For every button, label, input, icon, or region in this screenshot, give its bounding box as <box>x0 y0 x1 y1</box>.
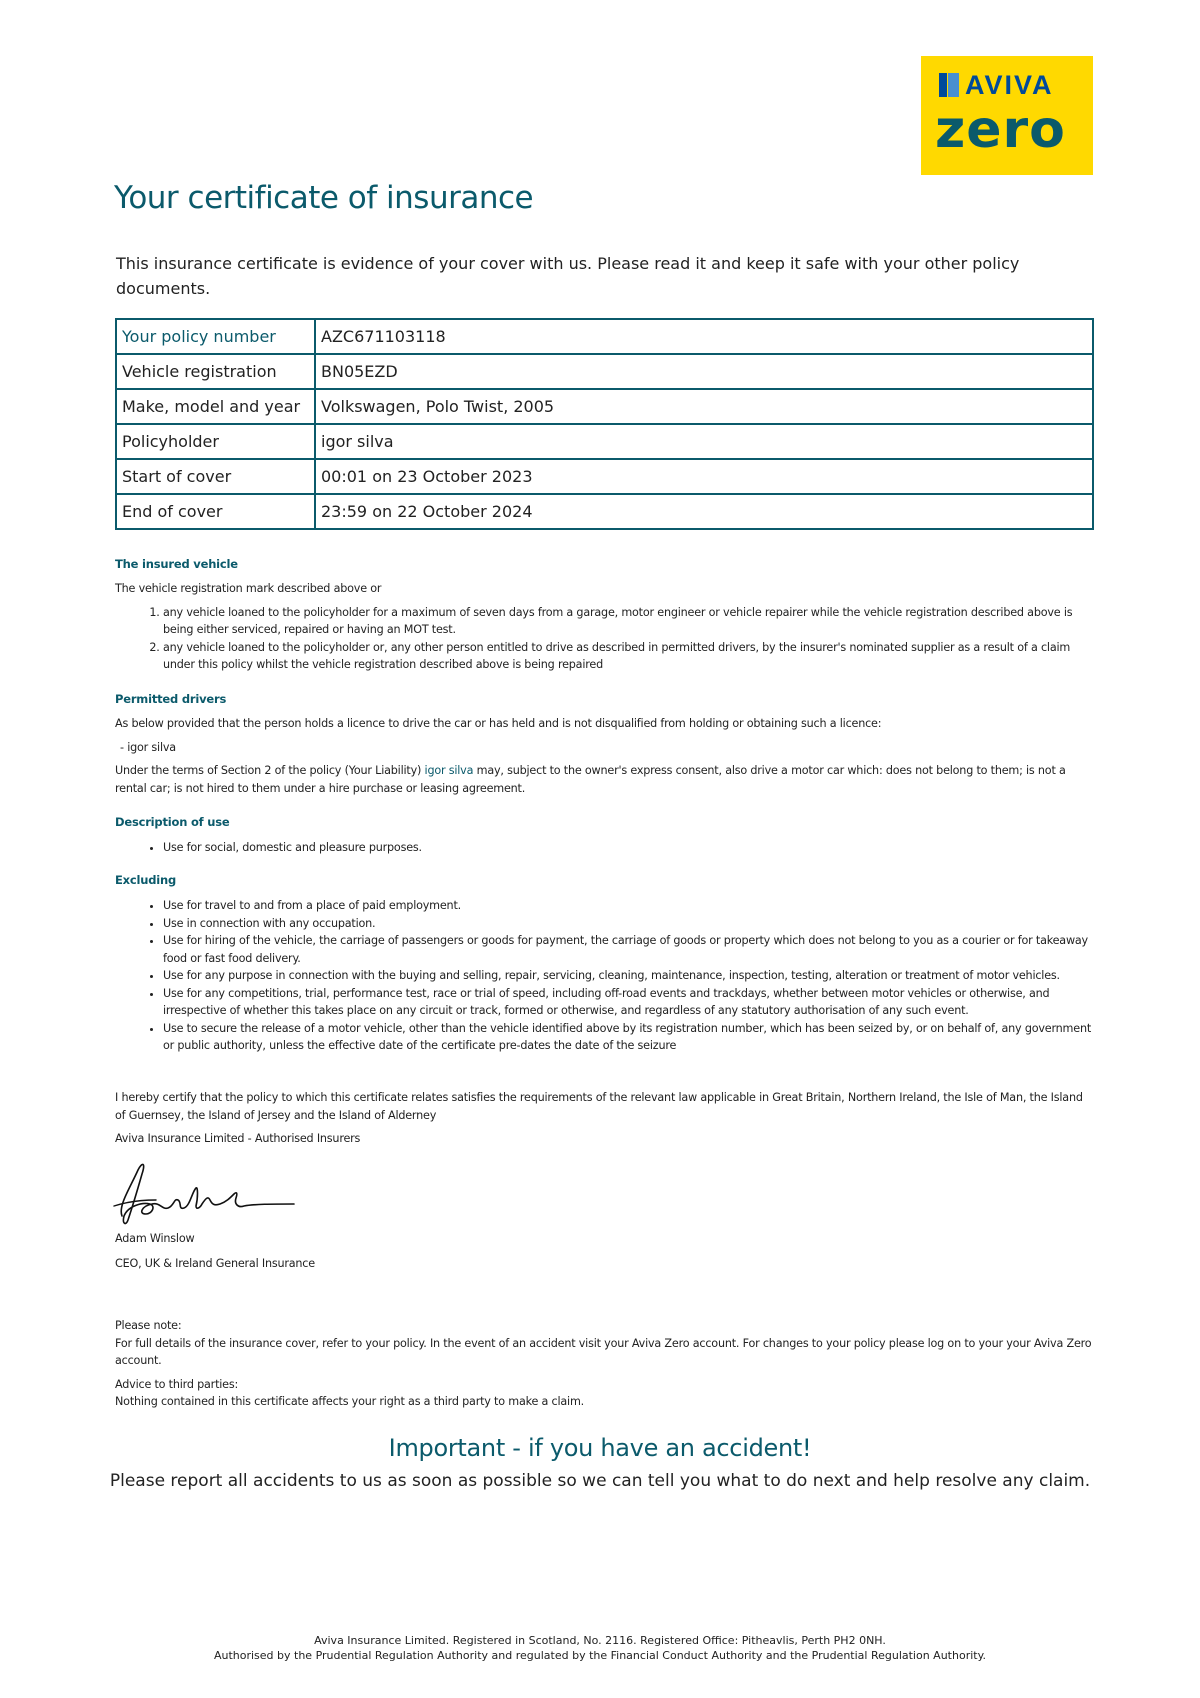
terms-text-before: Under the terms of Section 2 of the policy (Your Liability) <box>115 764 425 777</box>
signatory-section <box>115 1230 1095 1272</box>
vehicle-registration-label: Vehicle registration <box>116 354 315 389</box>
important-heading: Important - if you have an accident! <box>388 1434 812 1462</box>
aviva-wordmark: AVIVA <box>965 69 1054 100</box>
make-model-label: Make, model and year <box>116 389 315 424</box>
zero-wordmark <box>935 100 1066 160</box>
permitted-drivers-intro: As below provided that the person holds a licence to drive the car or has held and is not disqualified from holding or obtaining such a licence: <box>115 717 882 730</box>
table-row <box>116 389 1093 424</box>
start-of-cover-value: 00:01 on 23 October 2023 <box>315 459 1093 494</box>
table-row <box>116 319 1093 354</box>
permitted-drivers-section <box>115 715 1095 797</box>
policyholder-value: igor silva <box>315 424 1093 459</box>
signature-image <box>112 1158 302 1228</box>
start-of-cover-label: Start of cover <box>116 459 315 494</box>
page-title: Your certificate of insurance <box>114 180 534 216</box>
permitted-drivers-terms <box>115 762 1095 797</box>
list-item: • Use for social, domestic and pleasure purposes. <box>163 839 1095 857</box>
terms-driver-highlight: igor silva <box>424 764 474 777</box>
description-of-use-list <box>115 839 1095 857</box>
vehicle-registration-value: BN05EZD <box>315 354 1093 389</box>
please-note-heading: Please note: <box>115 1319 182 1332</box>
certification-section <box>115 1089 1095 1148</box>
aviva-zero-logo <box>921 56 1093 175</box>
list-item: • Use for hiring of the vehicle, the carriage of passengers or goods for payment, the carriage of goods or property which does not belong to you as a courier or for takeaway food or fast food delivery. <box>163 932 1095 967</box>
certification-text: I hereby certify that the policy to which this certificate relates satisfies the requirements of the relevant law applicable in Great Britain, Northern Ireland, the Isle of Man, the Island of Guernsey, the Island of Jersey and the Island of Alderney <box>115 1091 1083 1122</box>
please-note-text: For full details of the insurance cover, refer to your policy. In the event of an accident visit your Aviva Zero account. For changes to your policy please log on to your your Aviva Zero account. <box>115 1336 1092 1367</box>
list-item: • Use for travel to and from a place of paid employment. <box>163 897 1095 915</box>
policy-number-value: AZC671103118 <box>315 319 1093 354</box>
list-item: • Use for any purpose in connection with the buying and selling, repair, servicing, cleaning, maintenance, inspection, testing, alteration or treatment of motor vehicles. <box>163 967 1095 985</box>
signatory-name: Adam Winslow <box>115 1232 195 1245</box>
end-of-cover-value: 23:59 on 22 October 2024 <box>315 494 1093 529</box>
policy-details-table <box>115 318 1094 530</box>
insured-vehicle-intro: The vehicle registration mark described above or <box>115 582 382 595</box>
insurer-text: Aviva Insurance Limited - Authorised Insurers <box>115 1132 361 1145</box>
footer <box>0 1633 1200 1663</box>
list-item: • Use in connection with any occupation. <box>163 915 1095 933</box>
table-row <box>116 424 1093 459</box>
excluding-heading: Excluding <box>115 873 177 887</box>
table-row <box>116 459 1093 494</box>
zero-text: zero <box>935 100 1066 160</box>
end-of-cover-label: End of cover <box>116 494 315 529</box>
signatory-role: CEO, UK & Ireland General Insurance <box>115 1256 315 1270</box>
list-item: 1. any vehicle loaned to the policyholder for a maximum of seven days from a garage, motor engineer or vehicle repairer while the vehicle registration described above is being either serviced, repaired or having an MOT test. <box>163 604 1095 639</box>
terms-text-after: may, subject to the owner's express consent, also drive a motor car which: does not belong to them; is not a rental car; is not hired to them under a hire purchase or leasing agreement. <box>115 764 1066 795</box>
excluding-list <box>115 897 1095 1055</box>
aviva-mark-icon <box>939 73 959 97</box>
important-text: Please report all accidents to us as soon as possible so we can tell you what to do next and help resolve any claim. <box>109 1471 1091 1491</box>
description-of-use-section <box>115 839 1095 857</box>
policyholder-label: Policyholder <box>116 424 315 459</box>
footer-line-2: Authorised by the Prudential Regulation Authority and regulated by the Financial Conduct Authority and the Prudential Regulation Authority. <box>213 1649 987 1662</box>
description-of-use-heading: Description of use <box>115 815 230 829</box>
list-item: • Use for any competitions, trial, performance test, race or trial of speed, including off-road events and trackdays, whether between motor vehicles or otherwise, and irrespective of whether this takes place on any circuit or track, formed or otherwise, and regardless of any statutory authorisation of any such event. <box>163 985 1095 1020</box>
policy-number-label: Your policy number <box>116 319 315 354</box>
list-item: • Use to secure the release of a motor vehicle, other than the vehicle identified above by its registration number, which has been seized by, or on behalf of, any government or public authority, unless the effective date of the certificate pre-dates the date of the seizure <box>163 1020 1095 1055</box>
intro-text: This insurance certificate is evidence of your cover with us. Please read it and keep it safe with your other policy documents. <box>116 254 1020 298</box>
insured-vehicle-heading: The insured vehicle <box>115 557 238 571</box>
insured-vehicle-section <box>115 580 1095 674</box>
excluding-section <box>115 897 1095 1055</box>
aviva-brand <box>939 70 1054 100</box>
footer-line-1: Aviva Insurance Limited. Registered in Scotland, No. 2116. Registered Office: Pitheavlis, Perth PH2 0NH. <box>314 1634 886 1647</box>
please-note-section <box>115 1317 1095 1411</box>
list-item: 2. any vehicle loaned to the policyholder or, any other person entitled to drive as described in permitted drivers, by the insurer's nominated supplier as a result of a claim under this policy whilst the vehicle registration described above is being repaired <box>163 639 1095 674</box>
third-parties-heading: Advice to third parties: <box>115 1377 239 1391</box>
insured-vehicle-list <box>115 604 1095 674</box>
permitted-driver-name: - igor silva <box>120 740 176 754</box>
table-row <box>116 494 1093 529</box>
make-model-value: Volkswagen, Polo Twist, 2005 <box>315 389 1093 424</box>
third-parties-text: Nothing contained in this certificate affects your right as a third party to make a claim. <box>115 1395 585 1408</box>
permitted-drivers-heading: Permitted drivers <box>115 692 227 706</box>
table-row <box>116 354 1093 389</box>
